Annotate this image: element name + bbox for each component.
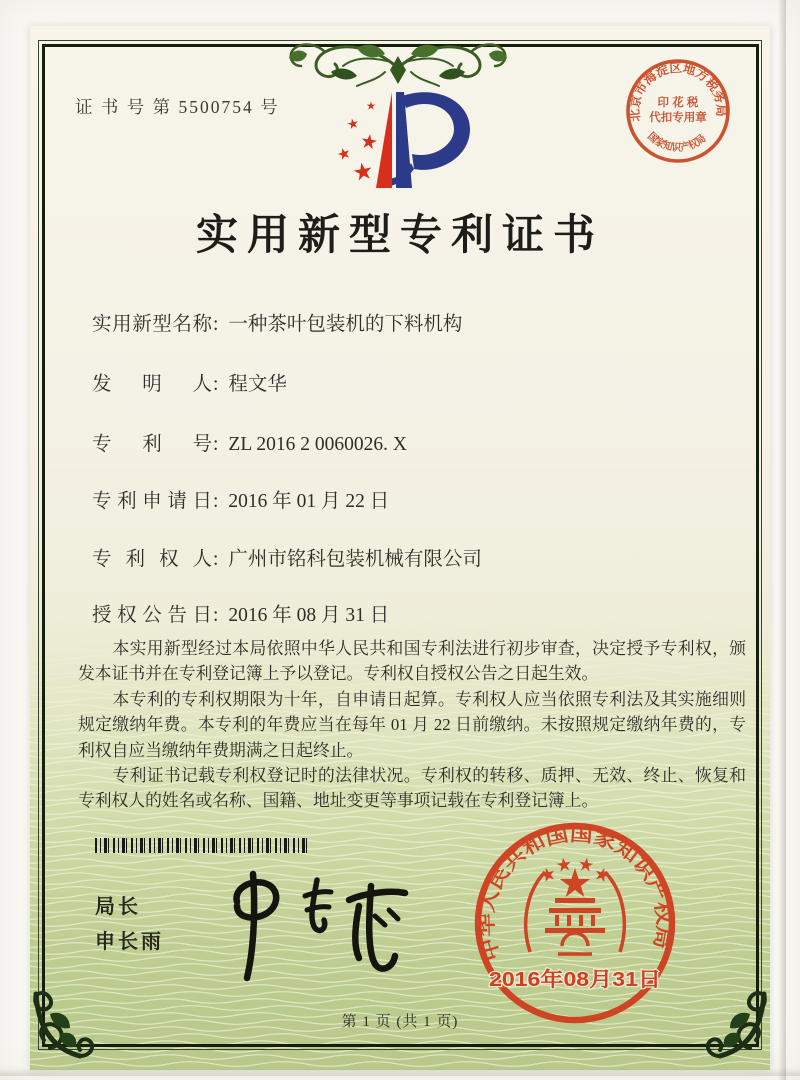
svg-text:国家知识产权局: [645, 130, 708, 155]
field-value: 一种茶叶包装机的下料机构: [228, 314, 463, 335]
field-grant-date: 授权公告日: 2016 年 08 月 31 日: [92, 599, 389, 627]
certificate-number: 证 书 号 第 5500754 号: [75, 97, 280, 117]
tax-seal-center-line2: 代扣专用章: [649, 112, 707, 124]
issuer-name-label: 申长雨: [95, 931, 164, 953]
office-seal-date: 2016年08月31日: [489, 969, 638, 991]
photo-edge-shadow: [0, 1068, 800, 1076]
field-label: 实用新型名称: [92, 314, 212, 335]
field-label: 发明人: [92, 374, 212, 395]
field-label: 专利权人: [92, 549, 212, 570]
tax-seal-arc-bottom-text: 国家知识产权局: [645, 130, 710, 155]
field-value: 广州市铭科包装机械有限公司: [228, 549, 482, 570]
field-value: 2016 年 01 月 22 日: [228, 491, 390, 512]
barcode: [95, 838, 309, 853]
issuer-title-label: 局长: [95, 896, 141, 918]
field-inventor: 发明人: 程文华: [92, 368, 287, 396]
field-filing-date: 专利申请日: 2016 年 01 月 22 日: [92, 485, 389, 513]
field-label: 专利申请日: [92, 491, 212, 512]
field-value: 2016 年 08 月 31 日: [228, 605, 390, 626]
tax-seal-arc-top-text: 北京市海淀区地方税务局: [627, 60, 729, 123]
field-value: 程文华: [228, 374, 287, 395]
commissioner-signature: [213, 866, 418, 988]
national-emblem-icon: [526, 857, 625, 954]
paragraph-term-and-fees: 本专利的专利权期限为十年，自申请日起算。专利权人应当依照专利法及其实施细则规定缴纳年费。本专利的年费应当在每年 01 月 22 日前缴纳。未按照规定缴纳年费的，专利权自应当缴纳年费期满之日起终止。: [78, 689, 746, 760]
tax-withholding-seal: [623, 56, 733, 166]
cnipa-patent-logo-icon: [326, 82, 478, 204]
photo-edge-shadow: [778, 0, 786, 1080]
field-label: 授权公告日: [92, 605, 212, 626]
paragraph-register-statement: 专利证书记载专利权登记时的法律状况。专利权的转移、质押、无效、终止、恢复和专利权人的姓名或名称、国籍、地址变更等事项记载在专利登记簿上。: [78, 766, 746, 811]
paragraph-grant-statement: 本实用新型经过本局依照中华人民共和国专利法进行初步审查，决定授予专利权，颁发本证书并在专利登记簿上予以登记。专利权自授权公告之日起生效。: [78, 639, 746, 684]
field-value: ZL 2016 2 0060026. X: [228, 434, 407, 455]
tax-seal-center-line1: 印 花 税: [657, 97, 699, 109]
certificate-paper: [30, 26, 770, 1070]
office-seal-arc-text: 中华人民共和国国家知识产权局: [475, 823, 675, 964]
field-utility-model-name: 实用新型名称: 一种茶叶包装机的下料机构: [92, 308, 462, 336]
field-patentee: 专利权人: 广州市铭科包装机械有限公司: [92, 543, 482, 571]
certificate-title: 实用新型专利证书: [195, 213, 604, 259]
field-label: 专利号: [92, 434, 212, 455]
legal-text-block: [78, 636, 746, 814]
cnipa-official-seal: [470, 818, 680, 1028]
page-number: 第 1 页 (共 1 页): [341, 1014, 459, 1030]
svg-text:中华人民共和国国家知识产权局: [474, 822, 677, 963]
field-patent-number: 专利号: ZL 2016 2 0060026. X: [92, 428, 407, 456]
